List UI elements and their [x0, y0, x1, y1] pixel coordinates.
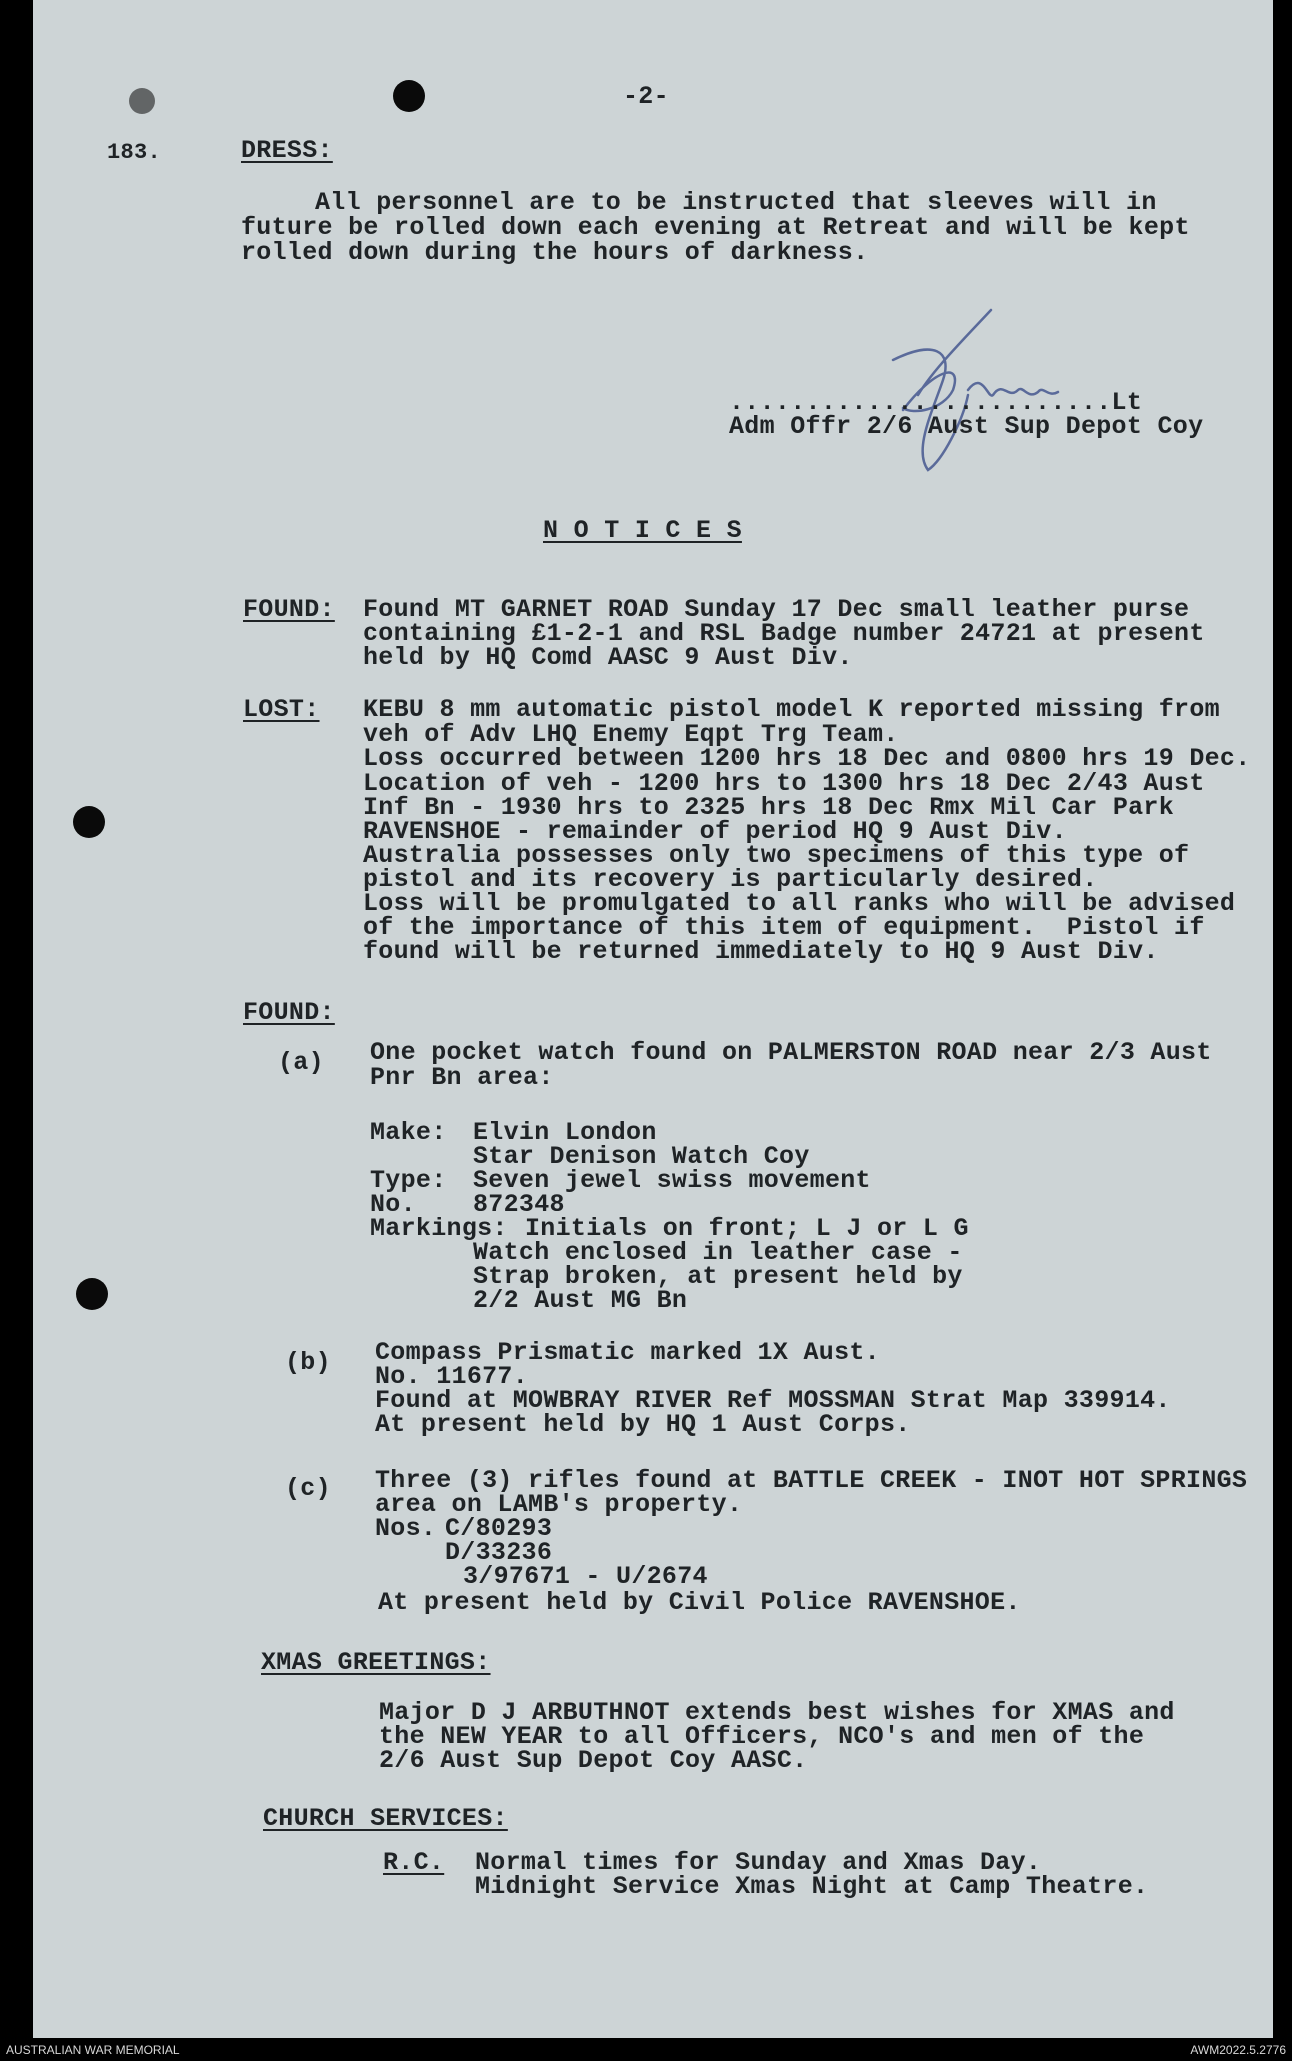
lost-line: KEBU 8 mm automatic pistol model K reported missing from — [363, 695, 1220, 724]
detail-key: No. — [370, 1190, 416, 1219]
archive-footer — [0, 2040, 1292, 2061]
lost-line: pistol and its recovery is particularly desired. — [363, 865, 1098, 894]
item-b-line: No. 11677. — [375, 1362, 529, 1391]
lost-line: veh of Adv LHQ Enemy Eqpt Trg Team. — [363, 720, 899, 749]
lost-line: Location of veh - 1200 hrs to 1300 hrs 18 Dec 2/43 Aust — [363, 769, 1205, 798]
detail-key: Make: — [370, 1118, 447, 1147]
item-c-held: At present held by Civil Police RAVENSHOE. — [378, 1588, 1021, 1617]
lost-line: Loss occurred between 1200 hrs 18 Dec and 0800 hrs 19 Dec. — [363, 744, 1251, 773]
detail-key: Type: — [370, 1166, 447, 1195]
xmas-line: Major D J ARBUTHNOT extends best wishes for XMAS and — [379, 1698, 1175, 1727]
item-a-line: One pocket watch found on PALMERSTON ROAD near 2/3 Aust — [370, 1038, 1212, 1067]
found-line: containing £1-2-1 and RSL Badge number 24721 at present — [363, 619, 1205, 648]
staple-mark — [129, 88, 155, 114]
page-number: -2- — [623, 82, 669, 111]
notices-heading: N O T I C E S — [543, 516, 742, 545]
markings-value: Initials on front; L J or L G — [525, 1214, 969, 1243]
lost-line: RAVENSHOE - remainder of period HQ 9 Aust Div. — [363, 817, 1067, 846]
dress-line: future be rolled down each evening at Retreat and will be kept — [241, 213, 1190, 242]
item-b-line: Compass Prismatic marked 1X Aust. — [375, 1338, 880, 1367]
paragraph-number: 183. — [107, 140, 162, 165]
xmas-heading: XMAS GREETINGS: — [261, 1648, 491, 1677]
found-label: FOUND: — [243, 595, 335, 624]
signature-dots: .........................Lt — [729, 388, 1143, 417]
lost-line: Loss will be promulgated to all ranks who will be advised — [363, 889, 1236, 918]
found-line: held by HQ Comd AASC 9 Aust Div. — [363, 643, 853, 672]
serial-number: D/33236 — [445, 1538, 553, 1567]
lost-line: Inf Bn - 1930 hrs to 2325 hrs 18 Dec Rmx Mil Car Park — [363, 793, 1175, 822]
item-marker: (a) — [278, 1048, 324, 1077]
item-marker: (b) — [285, 1348, 331, 1377]
item-c-line: Three (3) rifles found at BATTLE CREEK - INOT HOT SPRINGS — [375, 1466, 1248, 1495]
serial-number: C/80293 — [445, 1514, 553, 1543]
document-page — [33, 0, 1273, 2038]
item-b-line: Found at MOWBRAY RIVER Ref MOSSMAN Strat Map 339914. — [375, 1386, 1171, 1415]
detail-value: Seven jewel swiss movement — [473, 1166, 871, 1195]
detail-value: Elvin London — [473, 1118, 657, 1147]
serial-number: 3/97671 - U/2674 — [463, 1562, 708, 1591]
found-label: FOUND: — [243, 998, 335, 1027]
markings-line: Watch enclosed in leather case - — [473, 1238, 963, 1267]
item-b-line: At present held by HQ 1 Aust Corps. — [375, 1410, 911, 1439]
church-heading: CHURCH SERVICES: — [263, 1804, 508, 1833]
detail-value: 872348 — [473, 1190, 565, 1219]
lost-line: found will be returned immediately to HQ 9 Aust Div. — [363, 937, 1159, 966]
detail-value: Star Denison Watch Coy — [473, 1142, 810, 1171]
item-a-line: Pnr Bn area: — [370, 1063, 554, 1092]
signature-title: Adm Offr 2/6 Aust Sup Depot Coy — [729, 412, 1204, 441]
dress-heading: DRESS: — [241, 136, 333, 165]
nos-label: Nos. — [375, 1514, 437, 1543]
footer-catalog-id: AWM2022.5.2776 — [1190, 2043, 1286, 2057]
rc-label: R.C. — [383, 1848, 445, 1877]
markings-key: Markings: — [370, 1214, 508, 1243]
markings-line: 2/2 Aust MG Bn — [473, 1286, 688, 1315]
punch-hole — [73, 806, 105, 838]
item-marker: (c) — [285, 1474, 331, 1503]
lost-line: Australia possesses only two specimens of this type of — [363, 841, 1190, 870]
markings-line: Strap broken, at present held by — [473, 1262, 963, 1291]
dress-line: rolled down during the hours of darkness. — [241, 238, 869, 267]
footer-institution: AUSTRALIAN WAR MEMORIAL — [6, 2043, 180, 2057]
lost-label: LOST: — [243, 695, 320, 724]
rc-line: Normal times for Sunday and Xmas Day. — [475, 1848, 1042, 1877]
xmas-line: the NEW YEAR to all Officers, NCO's and men of the — [379, 1722, 1145, 1751]
punch-hole — [76, 1278, 108, 1310]
rc-line: Midnight Service Xmas Night at Camp Theatre. — [475, 1872, 1149, 1901]
dress-line: All personnel are to be instructed that sleeves will in — [315, 188, 1157, 217]
item-c-line: area on LAMB's property. — [375, 1490, 743, 1519]
punch-hole — [393, 80, 425, 112]
lost-line: of the importance of this item of equipment. Pistol if — [363, 913, 1205, 942]
found-line: Found MT GARNET ROAD Sunday 17 Dec small leather purse — [363, 595, 1190, 624]
xmas-line: 2/6 Aust Sup Depot Coy AASC. — [379, 1746, 808, 1775]
